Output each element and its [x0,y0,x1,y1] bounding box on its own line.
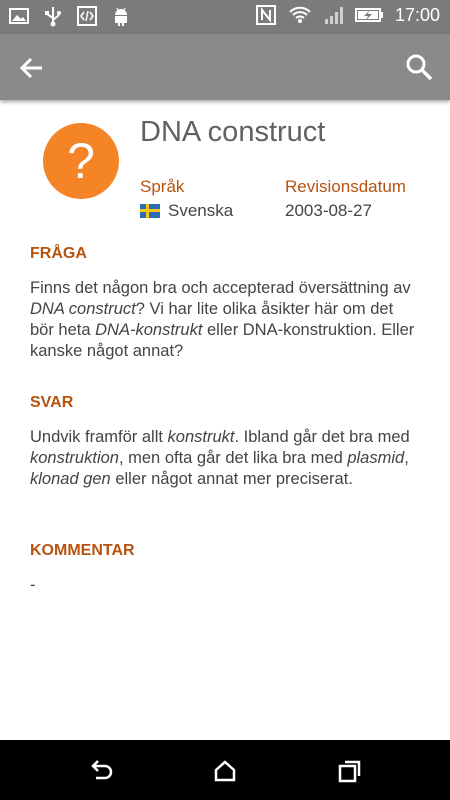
question-mark-icon: ? [67,133,95,189]
page-title: DNA construct [140,116,326,148]
entry-detail [0,100,450,740]
answer-heading: SVAR [30,394,74,411]
app-bar [0,34,450,100]
home-icon[interactable] [212,758,238,784]
revision-date-label: Revisionsdatum [285,177,406,196]
question-badge [43,123,119,199]
image-icon [8,5,30,27]
question-body: Finns det någon bra och accepterad översättning av DNA construct? Vi har lite olika åsikter här om det bör heta DNA-konstrukt eller DNA-konstruktion. Eller kanske något annat? [30,279,415,360]
language-value: Svenska [168,201,234,220]
swedish-flag-icon [140,204,160,218]
clock: 17:00 [394,4,440,25]
code-icon [76,5,98,27]
nfc-icon [255,4,277,26]
comment-body: - [30,576,36,594]
wifi-icon [287,4,313,26]
search-icon[interactable] [404,52,434,82]
android-icon [110,5,132,27]
back-arrow-icon[interactable] [18,54,46,82]
battery-charging-icon [355,4,385,26]
usb-icon [42,5,64,27]
recents-icon[interactable] [337,758,363,784]
back-icon[interactable] [88,758,114,784]
answer-body: Undvik framför allt konstrukt. Ibland går det bra med konstruktion, men ofta går det lika bra med plasmid, klonad gen eller något annat mer preciserat. [30,428,410,488]
signal-icon [323,4,345,26]
language-label: Språk [140,177,185,196]
question-heading: FRÅGA [30,245,87,262]
revision-date-value: 2003-08-27 [285,201,372,220]
status-bar [0,0,450,34]
comment-heading: KOMMENTAR [30,542,135,559]
navigation-bar [0,740,450,800]
